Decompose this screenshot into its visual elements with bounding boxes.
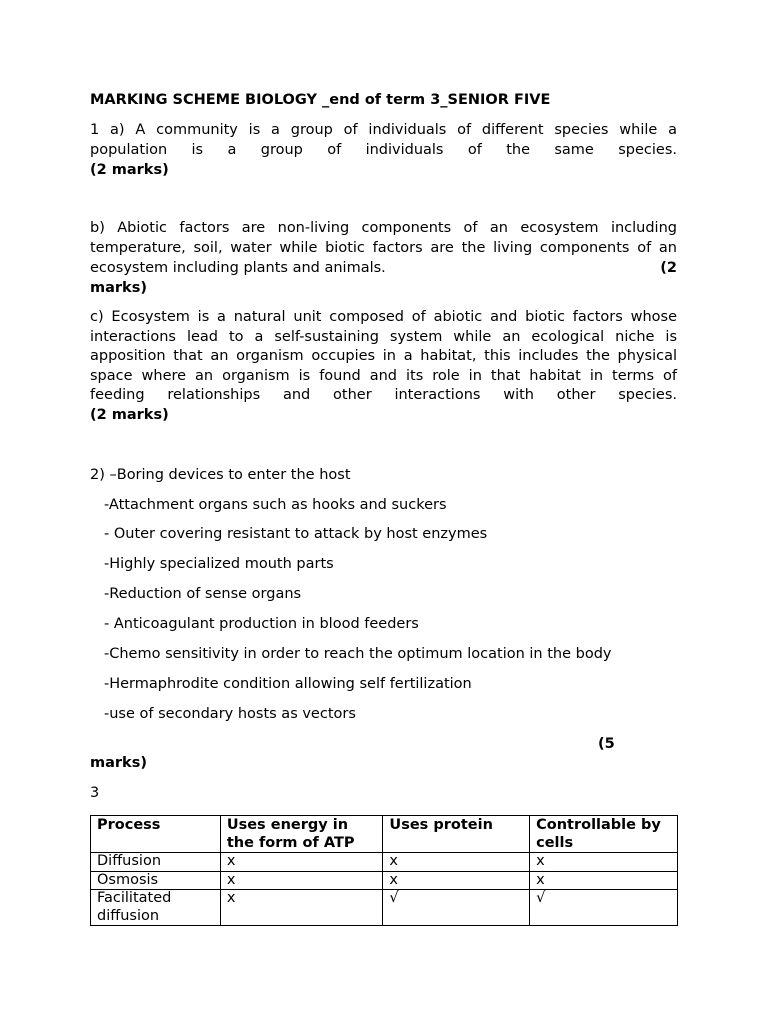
- q2-list-item: -Reduction of sense organs: [104, 586, 302, 602]
- q1c-line5: feeding relationships and other interactions with other species.: [90, 387, 677, 403]
- page-title: MARKING SCHEME BIOLOGY _end of term 3_SENIOR FIVE: [90, 92, 551, 108]
- transport-table: [90, 815, 678, 926]
- q3-number: 3: [90, 785, 100, 801]
- q2-list-item: -Highly specialized mouth parts: [104, 556, 334, 572]
- table-header-row: [91, 816, 678, 853]
- q1b-marks-close: marks): [90, 280, 147, 296]
- table-cell: Diffusion: [91, 853, 221, 872]
- q2-list-item: -Attachment organs such as hooks and suckers: [104, 497, 447, 513]
- q1b-text: b) Abiotic factors are non-living components of an ecosystem including temperature, soil, water while biotic factors are the living components of an: [90, 220, 677, 256]
- q1a-line2: population is a group of individuals of the same species.: [90, 142, 677, 158]
- q2-list-item: -Chemo sensitivity in order to reach the optimum location in the body: [104, 646, 612, 662]
- q2-list-item: -use of secondary hosts as vectors: [104, 706, 356, 722]
- table-cell: x: [220, 853, 383, 872]
- q2-first-item: 2) –Boring devices to enter the host: [90, 467, 351, 483]
- table-row: [91, 890, 678, 926]
- table-header-cell: Uses energy in the form of ATP: [220, 816, 383, 853]
- table-cell: Facilitated diffusion: [91, 890, 221, 926]
- table-cell: x: [530, 853, 678, 872]
- table-row: [91, 853, 678, 872]
- q2-marks-close: marks): [90, 755, 147, 771]
- table-cell: √: [383, 890, 530, 926]
- table-header-cell: Controllable by cells: [530, 816, 678, 853]
- q1a-line1: 1 a) A community is a group of individuals of different species while a: [90, 122, 677, 138]
- table-header-cell: Process: [91, 816, 221, 853]
- table-cell: x: [383, 871, 530, 890]
- q1b-marks-open: (2: [660, 260, 677, 276]
- q1b-line3: [90, 259, 677, 279]
- table-cell: x: [383, 853, 530, 872]
- table-cell: x: [220, 871, 383, 890]
- table-cell: x: [220, 890, 383, 926]
- table-cell: x: [530, 871, 678, 890]
- q1a-marks: (2 marks): [90, 162, 169, 178]
- table-header-cell: Uses protein: [383, 816, 530, 853]
- q2-list-item: - Anticoagulant production in blood feeders: [104, 616, 419, 632]
- q2-marks-open: (5: [598, 736, 615, 752]
- table-cell: Osmosis: [91, 871, 221, 890]
- q1c-marks: (2 marks): [90, 407, 169, 423]
- q1b-line3-text: ecosystem including plants and animals.: [90, 260, 386, 276]
- q2-list-item: - Outer covering resistant to attack by host enzymes: [104, 526, 488, 542]
- q1c-text: c) Ecosystem is a natural unit composed of abiotic and biotic factors whose interactions lead to a self-sustaining system while an ecological niche is apposition that an organism occupies in a habitat, this includes the physical space where an organism is found and its role in that habitat in terms of: [90, 309, 677, 384]
- q2-list-item: -Hermaphrodite condition allowing self fertilization: [104, 676, 472, 692]
- table-cell: √: [530, 890, 678, 926]
- table-row: [91, 871, 678, 890]
